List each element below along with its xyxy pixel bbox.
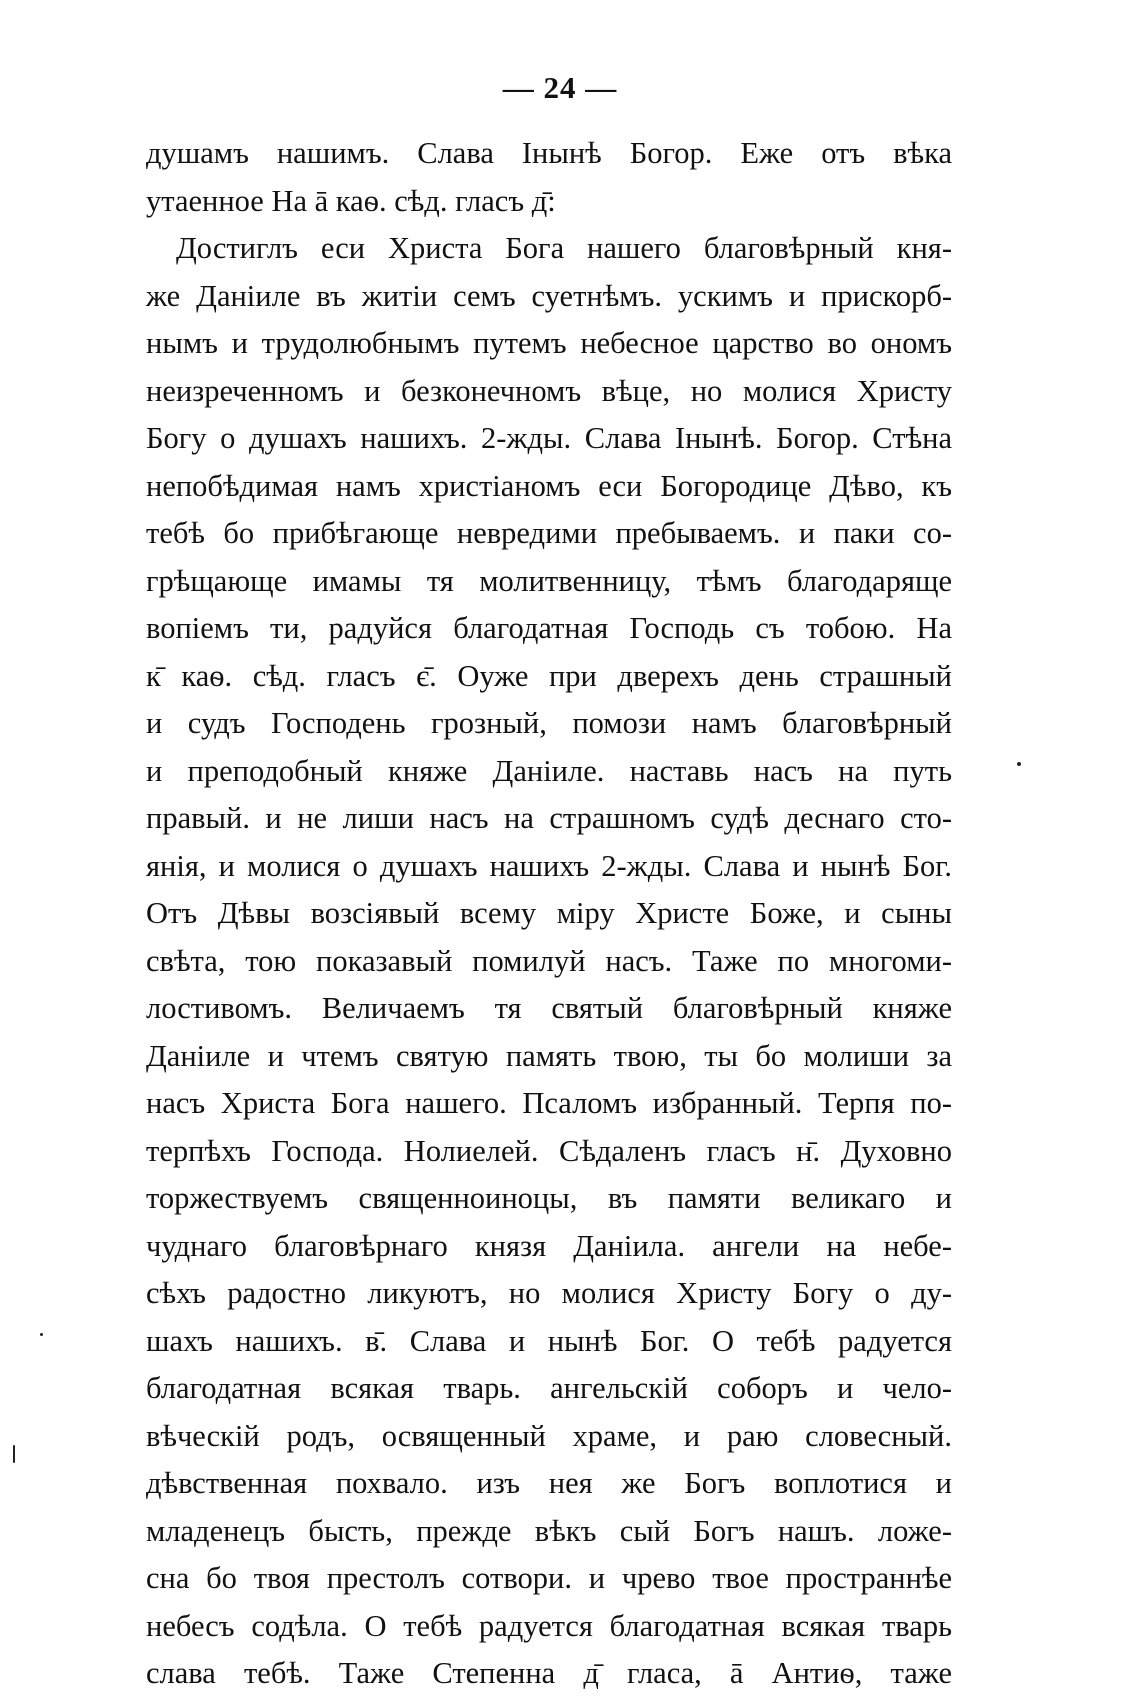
- text-line: свѣта, тою показавый помилуй насъ. Таже по многоми-: [146, 943, 952, 978]
- text-line: непобѣдимая намъ христіаномъ еси Богородице Дѣво, къ: [146, 468, 952, 503]
- text-line: утаенное На ā каѳ. сѣд. гласъ д̄:: [146, 183, 556, 218]
- text-line: к̄ каѳ. сѣд. гласъ є̄. Оуже при дверехъ день страшный: [146, 658, 952, 693]
- text-line: младенецъ бысть, прежде вѣкъ сый Богъ нашъ. ложе-: [146, 1513, 952, 1548]
- print-speck: [40, 1333, 43, 1336]
- body-text: [146, 130, 952, 1698]
- text-line: сна бо твоя престолъ сотвори. и чрево твое пространнѣе: [146, 1561, 952, 1595]
- text-line: небесъ содѣла. О тебѣ радуется благодатная всякая тварь: [146, 1608, 952, 1643]
- text-line: вопіемъ ти, радуйся благодатная Господь съ тобою. На: [146, 611, 952, 645]
- text-line: душамъ нашимъ. Слава Інынѣ Богор. Еже отъ вѣка: [146, 136, 952, 170]
- text-line: правый. и не лиши насъ на страшномъ судѣ деснаго сто-: [146, 801, 952, 835]
- text-line: и преподобный княже Даніиле. наставь насъ на путь: [146, 753, 952, 788]
- text-line: янія, и молися о душахъ нашихъ 2-жды. Слава и нынѣ Бог.: [146, 848, 952, 883]
- text-line: слава тебѣ. Таже Степенна д̄ гласа, ā Антиѳ, таже: [146, 1656, 952, 1690]
- text-line: терпѣхъ Господа. Нолиелей. Сѣдаленъ гласъ н̄. Духовно: [146, 1133, 952, 1168]
- text-line: и судъ Господень грозный, помози намъ благовѣрный: [146, 706, 952, 740]
- text-line: же Даніиле въ житіи семъ суетнѣмъ. ускимъ и прискорб-: [146, 278, 952, 313]
- print-speck: [1017, 762, 1021, 766]
- text-line: дѣвственная похвало. изъ нея же Богъ воплотися и: [146, 1466, 952, 1500]
- text-line: тебѣ бо прибѣгающе невредими пребываемъ. и паки со-: [146, 516, 952, 550]
- text-line: вѣческій родъ, освященный храме, и раю словесный.: [146, 1418, 952, 1453]
- text-line: благодатная всякая тварь. ангельскій соборъ и чело-: [146, 1371, 952, 1405]
- text-line: грѣщающе имамы тя молитвенницу, тѣмъ благодаряще: [146, 563, 952, 598]
- text-line: Даніиле и чтемъ святую память твою, ты бо молиши за: [146, 1038, 952, 1073]
- text-line: сѣхъ радостно ликуютъ, но молися Христу Богу о ду-: [146, 1276, 952, 1310]
- text-line: Богу о душахъ нашихъ. 2-жды. Слава Інынѣ. Богор. Стѣна: [146, 421, 952, 455]
- text-line: торжествуемъ священноиноцы, въ памяти великаго и: [146, 1181, 952, 1215]
- print-speck: [13, 1445, 15, 1463]
- page-number: — 24 —: [502, 70, 618, 105]
- text-line: насъ Христа Бога нашего. Псаломъ избранный. Терпя по-: [146, 1086, 952, 1120]
- text-line: Достиглъ еси Христа Бога нашего благовѣрный кня-: [176, 231, 952, 265]
- text-line: лостивомъ. Величаемъ тя святый благовѣрный княже: [146, 991, 952, 1025]
- text-line: чуднаго благовѣрнаго князя Даніила. ангели на небе-: [146, 1228, 952, 1263]
- text-line: Отъ Дѣвы возсіявый всему міру Христе Боже, и сыны: [146, 896, 952, 930]
- text-line: шахъ нашихъ. в̄. Слава и нынѣ Бог. О тебѣ радуется: [146, 1323, 952, 1358]
- text-line: неизреченномъ и безконечномъ вѣце, но молися Христу: [146, 373, 952, 408]
- text-line: нымъ и трудолюбнымъ путемъ небесное царство во ономъ: [146, 326, 952, 360]
